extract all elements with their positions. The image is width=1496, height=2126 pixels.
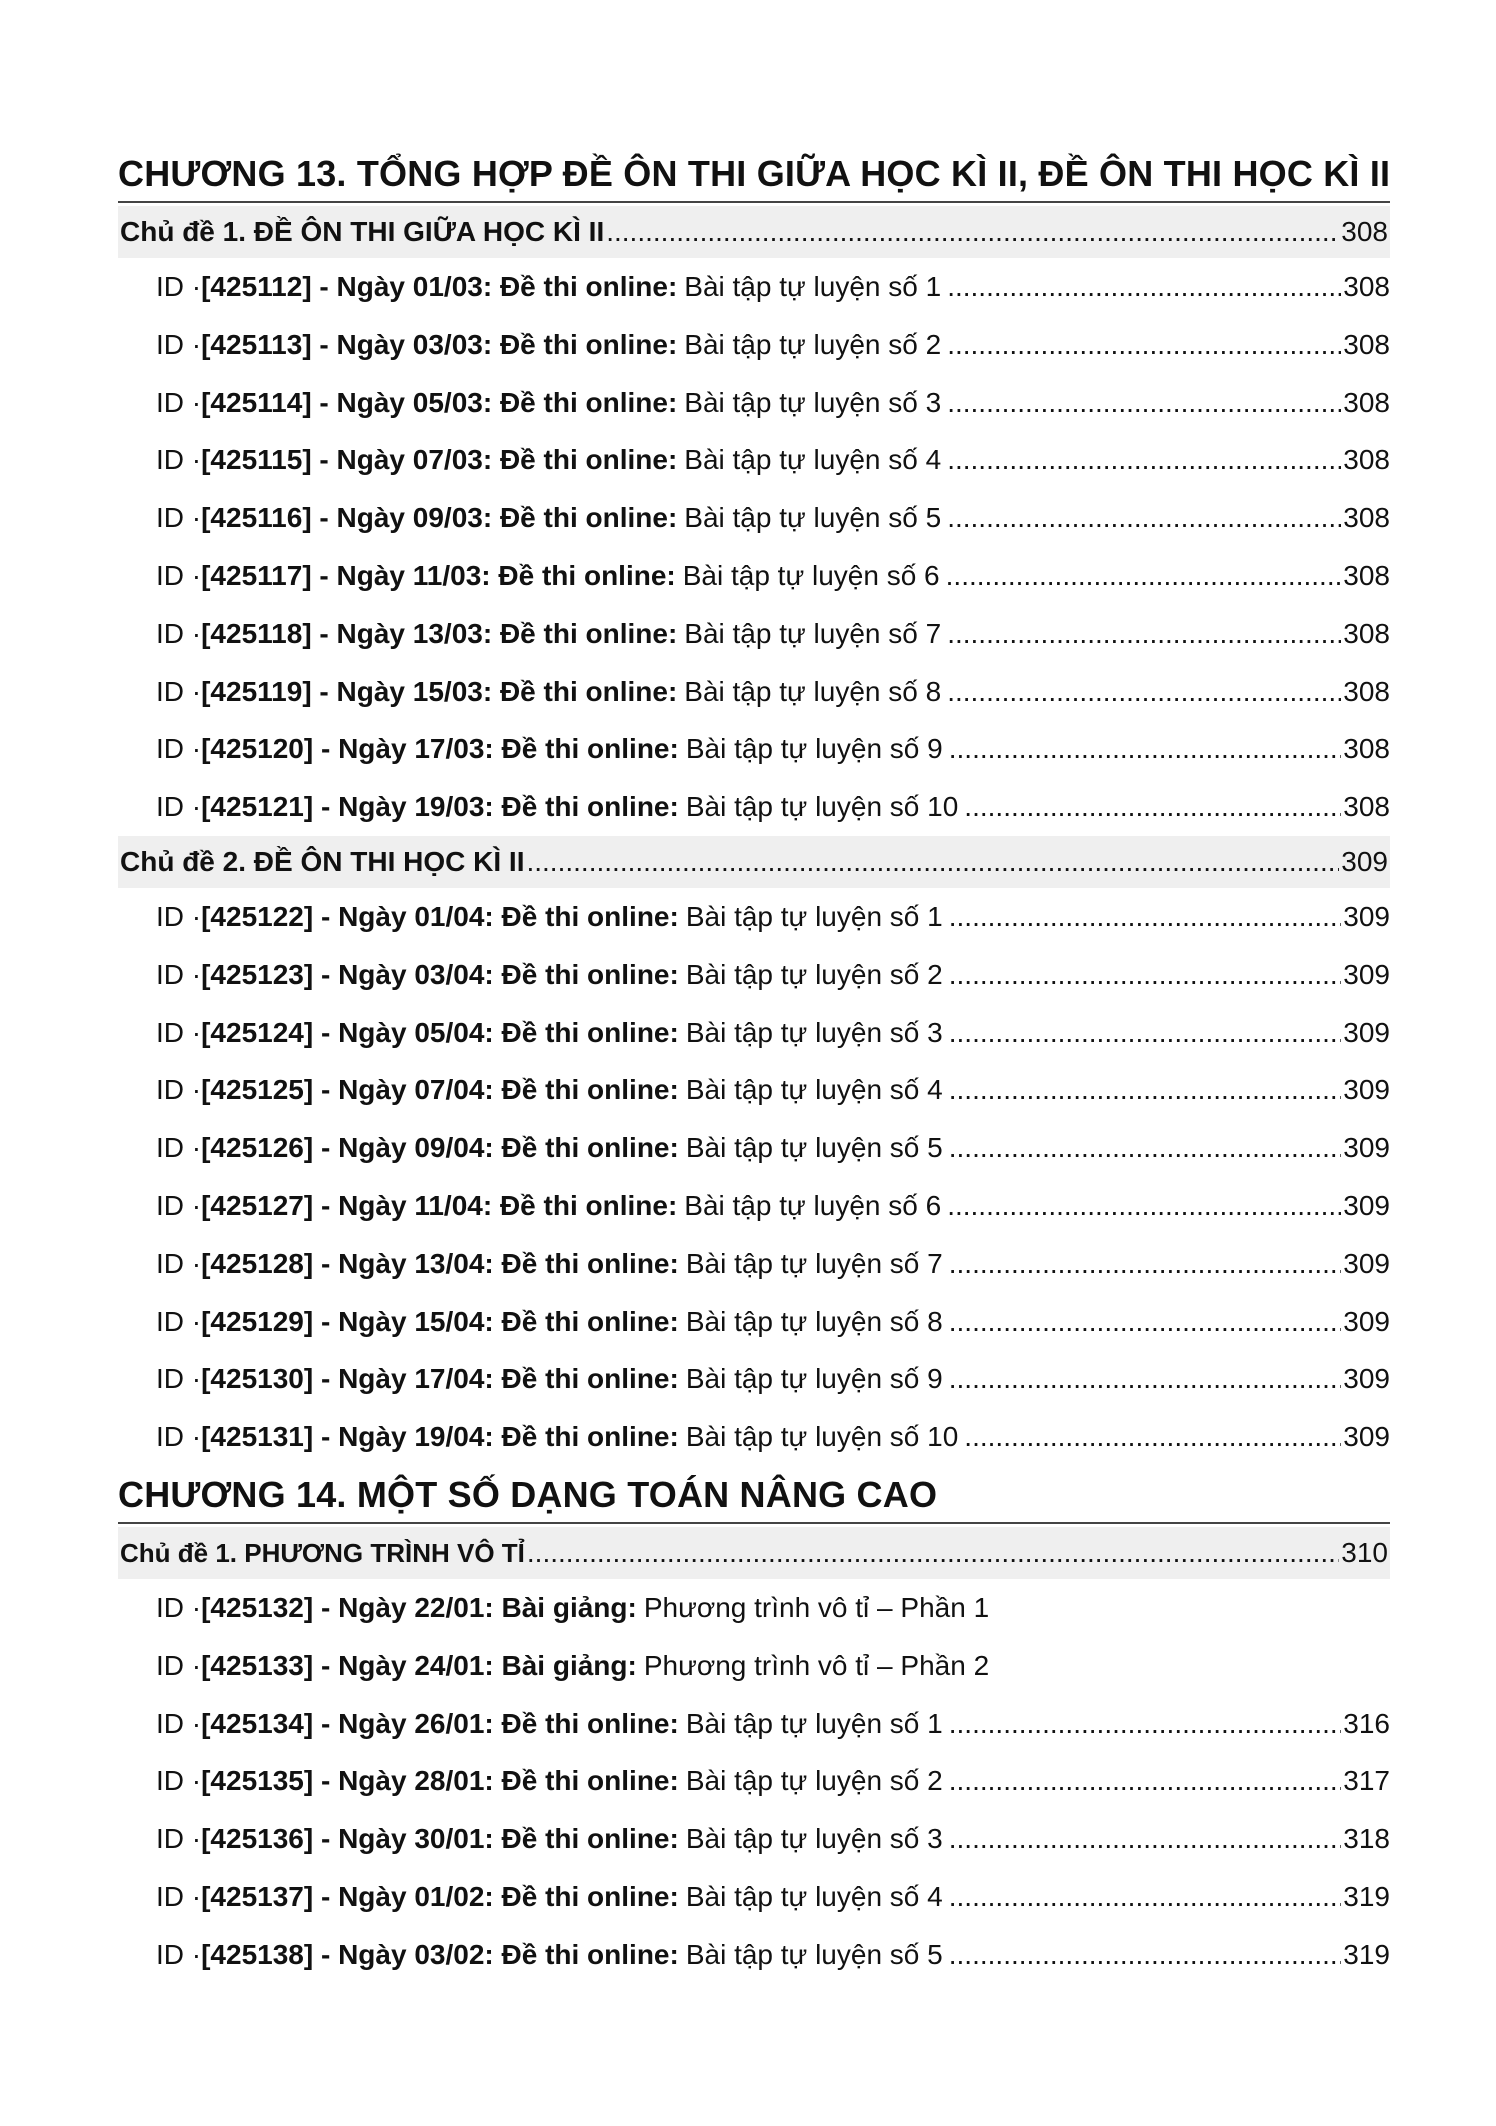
entry-label: [425136] - Ngày 30/01: Đề thi online:: [201, 1823, 679, 1855]
dot-leader: [947, 258, 1341, 316]
entry-title: Bài tập tự luyện số 6: [682, 559, 940, 591]
page-number: 308: [1343, 502, 1390, 534]
dot-leader: [947, 374, 1341, 432]
entry-label: [425128] - Ngày 13/04: Đề thi online:: [201, 1247, 679, 1279]
dot-leader: [947, 605, 1341, 663]
entry-id-prefix: ID ·: [156, 328, 202, 360]
entry-label: [425137] - Ngày 01/02: Đề thi online:: [201, 1880, 679, 1912]
entry-id-prefix: ID ·: [156, 1132, 202, 1164]
toc-topic-row[interactable]: [118, 1527, 1390, 1579]
entry-id-prefix: ID ·: [156, 444, 202, 476]
dot-leader: [946, 547, 1342, 605]
toc-entry[interactable]: [118, 1293, 1390, 1351]
page-number: 310: [1341, 1536, 1388, 1568]
entry-title: Bài tập tự luyện số 1: [684, 271, 942, 302]
entry-label: [425134] - Ngày 26/01: Đề thi online:: [201, 1707, 679, 1739]
dot-leader: [949, 1695, 1342, 1753]
entry-title: Bài tập tự luyện số 3: [684, 386, 942, 418]
entry-label: [425118] - Ngày 13/03: Đề thi online:: [201, 617, 678, 649]
page-number: 309: [1343, 1189, 1390, 1221]
entry-id-prefix: ID ·: [156, 1707, 202, 1739]
entry-id-prefix: ID ·: [156, 1016, 202, 1048]
entry-id-prefix: ID ·: [156, 733, 202, 765]
entry-label: [425123] - Ngày 03/04: Đề thi online:: [201, 958, 679, 990]
entry-label: [425120] - Ngày 17/03: Đề thi online:: [201, 733, 679, 765]
page-number: 308: [1343, 328, 1390, 360]
toc-topic-row[interactable]: [118, 206, 1390, 258]
entry-title: Bài tập tự luyện số 9: [685, 1363, 943, 1395]
entry-label: [425131] - Ngày 19/04: Đề thi online:: [201, 1421, 679, 1453]
toc-entry[interactable]: [118, 1579, 1390, 1637]
dot-leader: [949, 1235, 1342, 1293]
page-number: 309: [1343, 1074, 1390, 1106]
entry-title: Bài tập tự luyện số 5: [684, 502, 942, 534]
page-number: 308: [1341, 216, 1388, 247]
entry-id-prefix: ID ·: [156, 791, 202, 823]
entry-label: [425127] - Ngày 11/04: Đề thi online:: [201, 1189, 678, 1221]
toc-entry[interactable]: [118, 1637, 1390, 1695]
entry-title: Bài tập tự luyện số 4: [685, 1880, 943, 1912]
dot-leader: [947, 1177, 1341, 1235]
toc-entry[interactable]: [118, 374, 1390, 432]
entry-title: Bài tập tự luyện số 8: [684, 675, 942, 707]
page-number: 309: [1343, 1421, 1390, 1453]
entry-label: [425135] - Ngày 28/01: Đề thi online:: [201, 1765, 679, 1797]
toc-entry[interactable]: [118, 1119, 1390, 1177]
entry-title: Bài tập tự luyện số 2: [684, 328, 942, 360]
dot-leader: [964, 778, 1341, 836]
page-number: 308: [1343, 386, 1390, 418]
entry-title: Bài tập tự luyện số 5: [685, 1132, 943, 1164]
entry-label: [425130] - Ngày 17/04: Đề thi online:: [201, 1363, 679, 1395]
dot-leader: [949, 888, 1342, 946]
entry-label: [425129] - Ngày 15/04: Đề thi online:: [201, 1305, 679, 1337]
entry-id-prefix: ID ·: [156, 1363, 202, 1395]
toc-entry[interactable]: [118, 1810, 1390, 1868]
dot-leader: [949, 946, 1342, 1004]
toc-entry[interactable]: [118, 1235, 1390, 1293]
entry-label: [425117] - Ngày 11/03: Đề thi online:: [201, 559, 676, 591]
dot-leader: [949, 1810, 1342, 1868]
page-number: 319: [1343, 1938, 1390, 1970]
toc-entry[interactable]: [118, 720, 1390, 778]
entry-title: Bài tập tự luyện số 4: [685, 1074, 943, 1106]
chapter-heading: CHƯƠNG 13. TỔNG HỢP ĐỀ ÔN THI GIỮA HỌC KÌ II, ĐỀ ÔN THI HỌC KÌ II: [118, 145, 1390, 203]
dot-leader: [949, 1350, 1342, 1408]
entry-label: [425116] - Ngày 09/03: Đề thi online:: [201, 502, 678, 534]
entry-label: [425133] - Ngày 24/01: Bài giảng:: [201, 1649, 637, 1681]
page-number: 309: [1343, 958, 1390, 990]
chapter-heading: CHƯƠNG 14. MỘT SỐ DẠNG TOÁN NÂNG CAO: [118, 1466, 1390, 1524]
entry-title: Bài tập tự luyện số 1: [685, 900, 943, 932]
entry-id-prefix: ID ·: [156, 559, 202, 591]
table-of-contents: [118, 145, 1390, 1984]
toc-entry[interactable]: [118, 946, 1390, 1004]
page-number: 309: [1341, 845, 1388, 877]
entry-title: Bài tập tự luyện số 2: [685, 958, 943, 990]
toc-entry[interactable]: [118, 888, 1390, 946]
entry-title: Bài tập tự luyện số 10: [685, 791, 959, 823]
entry-id-prefix: ID ·: [156, 1247, 202, 1279]
dot-leader: [949, 1004, 1342, 1062]
dot-leader: [949, 1061, 1342, 1119]
toc-entry[interactable]: [118, 1004, 1390, 1062]
toc-entry[interactable]: [118, 1061, 1390, 1119]
entry-id-prefix: ID ·: [156, 502, 202, 534]
entry-id-prefix: ID ·: [156, 1074, 202, 1106]
entry-id-prefix: ID ·: [156, 1765, 202, 1797]
page-number: 318: [1343, 1823, 1390, 1855]
entry-id-prefix: ID ·: [156, 1938, 202, 1970]
page-number: 308: [1343, 675, 1390, 707]
entry-id-prefix: ID ·: [156, 1880, 202, 1912]
topic-title: Chủ đề 2. ĐỀ ÔN THI HỌC KÌ II: [120, 845, 525, 877]
entry-label: [425125] - Ngày 07/04: Đề thi online:: [201, 1074, 679, 1106]
topic-title: Chủ đề 1. ĐỀ ÔN THI GIỮA HỌC KÌ II: [120, 216, 605, 247]
page-number: 317: [1343, 1765, 1390, 1797]
entry-label: [425126] - Ngày 09/04: Đề thi online:: [201, 1132, 679, 1164]
entry-title: Bài tập tự luyện số 9: [685, 733, 943, 765]
entry-id-prefix: ID ·: [156, 617, 202, 649]
toc-entry[interactable]: [118, 1868, 1390, 1926]
entry-id-prefix: ID ·: [156, 958, 202, 990]
entry-label: [425122] - Ngày 01/04: Đề thi online:: [201, 900, 679, 932]
toc-entry[interactable]: [118, 258, 1390, 316]
dot-leader: [949, 1119, 1342, 1177]
entry-id-prefix: ID ·: [156, 1823, 202, 1855]
dot-leader: [947, 489, 1341, 547]
entry-title: Bài tập tự luyện số 6: [684, 1189, 942, 1221]
toc-entry[interactable]: [118, 1926, 1390, 1984]
page-number: 309: [1343, 1247, 1390, 1279]
entry-id-prefix: ID ·: [156, 271, 202, 302]
dot-leader: [949, 1293, 1342, 1351]
dot-leader: [949, 1868, 1342, 1926]
dot-leader: [947, 431, 1341, 489]
entry-title: Bài tập tự luyện số 8: [685, 1305, 943, 1337]
entry-label: [425132] - Ngày 22/01: Bài giảng:: [201, 1591, 637, 1623]
topic-title: Chủ đề 1. PHƯƠNG TRÌNH VÔ TỈ: [120, 1537, 525, 1568]
toc-entry[interactable]: [118, 778, 1390, 836]
toc-entry[interactable]: [118, 663, 1390, 721]
toc-entry[interactable]: [118, 1752, 1390, 1810]
entry-title: Bài tập tự luyện số 4: [684, 444, 942, 476]
entry-title: Phương trình vô tỉ – Phần 1: [643, 1591, 990, 1623]
dot-leader: [949, 1926, 1342, 1984]
toc-entry[interactable]: [118, 1695, 1390, 1753]
entry-id-prefix: ID ·: [156, 1591, 202, 1623]
page-number: 308: [1343, 617, 1390, 649]
entry-title: Bài tập tự luyện số 7: [685, 1247, 943, 1279]
toc-entry[interactable]: [118, 431, 1390, 489]
toc-entry[interactable]: [118, 1350, 1390, 1408]
entry-title: Phương trình vô tỉ – Phần 2: [643, 1649, 990, 1681]
entry-label: [425138] - Ngày 03/02: Đề thi online:: [201, 1938, 679, 1970]
entry-id-prefix: ID ·: [156, 675, 202, 707]
page-number: 308: [1343, 271, 1390, 302]
entry-id-prefix: ID ·: [156, 1649, 202, 1681]
entry-label: [425114] - Ngày 05/03: Đề thi online:: [201, 386, 678, 418]
page-number: 319: [1343, 1880, 1390, 1912]
entry-title: Bài tập tự luyện số 3: [685, 1823, 943, 1855]
dot-leader: [964, 1408, 1341, 1466]
entry-label: [425124] - Ngày 05/04: Đề thi online:: [201, 1016, 679, 1048]
page-number: 309: [1343, 1132, 1390, 1164]
page-number: 308: [1343, 559, 1390, 591]
page-number: 309: [1343, 1363, 1390, 1395]
entry-title: Bài tập tự luyện số 7: [684, 617, 942, 649]
dot-leader: [947, 663, 1341, 721]
dot-leader: [526, 836, 1339, 888]
page-number: 316: [1343, 1707, 1390, 1739]
page-number: 309: [1343, 900, 1390, 932]
entry-id-prefix: ID ·: [156, 1305, 202, 1337]
page-number: 308: [1343, 791, 1390, 823]
page-number: 309: [1343, 1016, 1390, 1048]
toc-entry[interactable]: [118, 316, 1390, 374]
toc-entry[interactable]: [118, 547, 1390, 605]
entry-title: Bài tập tự luyện số 5: [685, 1938, 943, 1970]
entry-label: [425121] - Ngày 19/03: Đề thi online:: [201, 791, 679, 823]
dot-leader: [606, 206, 1339, 258]
entry-title: Bài tập tự luyện số 3: [685, 1016, 943, 1048]
entry-id-prefix: ID ·: [156, 1421, 202, 1453]
toc-topic-row[interactable]: [118, 836, 1390, 888]
page-number: 308: [1343, 733, 1390, 765]
entry-id-prefix: ID ·: [156, 1189, 202, 1221]
page-number: 308: [1343, 444, 1390, 476]
toc-entry[interactable]: [118, 489, 1390, 547]
entry-title: Bài tập tự luyện số 2: [685, 1765, 943, 1797]
toc-entry[interactable]: [118, 1408, 1390, 1466]
entry-id-prefix: ID ·: [156, 386, 202, 418]
entry-label: [425115] - Ngày 07/03: Đề thi online:: [201, 444, 678, 476]
entry-label: [425112] - Ngày 01/03: Đề thi online:: [201, 271, 678, 302]
dot-leader: [949, 1752, 1342, 1810]
dot-leader: [947, 316, 1341, 374]
entry-label: [425119] - Ngày 15/03: Đề thi online:: [201, 675, 678, 707]
toc-entry[interactable]: [118, 605, 1390, 663]
entry-title: Bài tập tự luyện số 10: [685, 1421, 959, 1453]
toc-entry[interactable]: [118, 1177, 1390, 1235]
dot-leader: [949, 720, 1342, 778]
dot-leader: [527, 1527, 1339, 1579]
entry-title: Bài tập tự luyện số 1: [685, 1707, 943, 1739]
page-number: 309: [1343, 1305, 1390, 1337]
entry-id-prefix: ID ·: [156, 900, 202, 932]
entry-label: [425113] - Ngày 03/03: Đề thi online:: [201, 328, 678, 360]
